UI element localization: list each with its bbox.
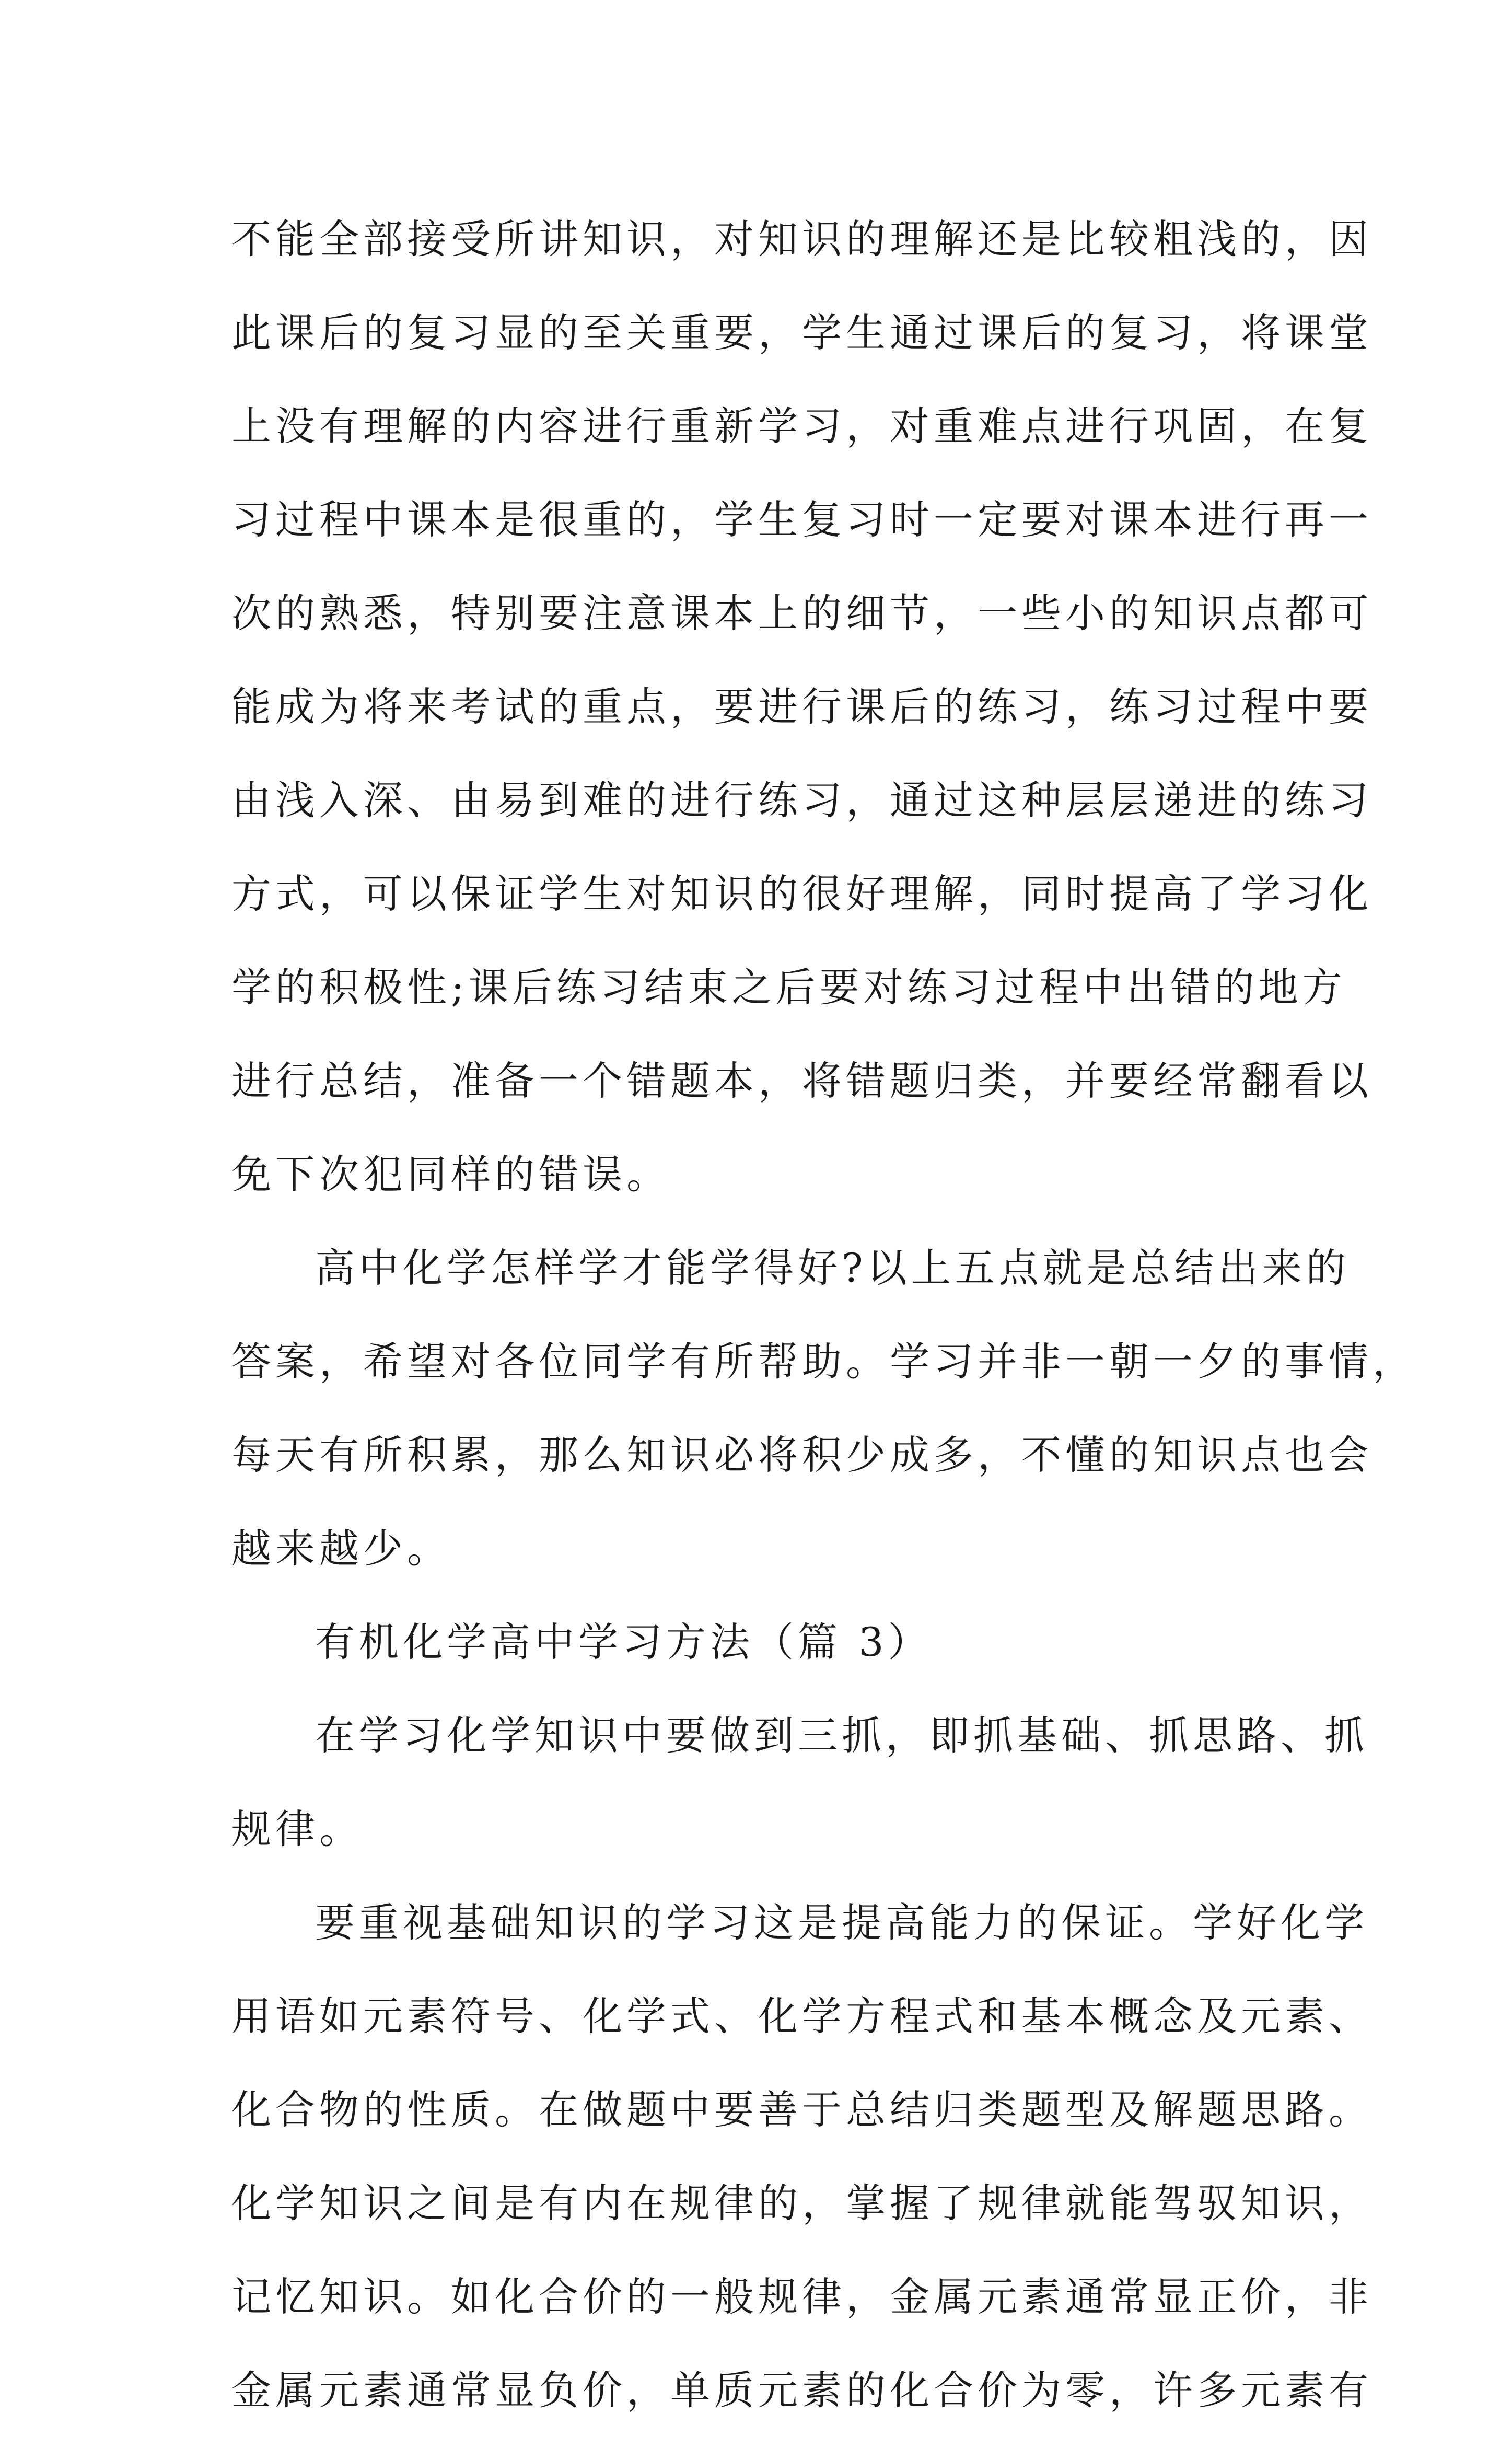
- text-line: 用语如元素符号、化学式、化学方程式和基本概念及元素、: [231, 1993, 1373, 2039]
- paragraph-4: [231, 1876, 1373, 2437]
- paragraph-1: [231, 192, 1373, 1221]
- text-line: 在学习化学知识中要做到三抓，即抓基础、抓思路、抓: [315, 1712, 1368, 1759]
- document-body: [231, 192, 1416, 2437]
- text-line: 记忆知识。如化合价的一般规律，金属元素通常显正价，非: [231, 2273, 1373, 2320]
- heading-line: 有机化学高中学习方法（篇 3）: [315, 1619, 932, 1665]
- text-line: 能成为将来考试的重点，要进行课后的练习，练习过程中要: [231, 683, 1373, 730]
- text-line: 化合物的性质。在做题中要善于总结归类题型及解题思路。: [231, 2086, 1373, 2133]
- text-line: 化学知识之间是有内在规律的，掌握了规律就能驾驭知识，: [231, 2180, 1373, 2226]
- text-line: 越来越少。: [231, 1525, 451, 1572]
- text-line: 要重视基础知识的学习这是提高能力的保证。学好化学: [315, 1899, 1368, 1946]
- text-line: 学的积极性;课后练习结束之后要对练习过程中出错的地方: [231, 964, 1346, 1011]
- text-line: 答案，希望对各位同学有所帮助。学习并非一朝一夕的事情，: [231, 1338, 1416, 1385]
- text-line: 此课后的复习显的至关重要，学生通过课后的复习，将课堂: [231, 309, 1373, 356]
- text-line: 习过程中课本是很重的，学生复习时一定要对课本进行再一: [231, 496, 1373, 543]
- text-line: 由浅入深、由易到难的进行练习，通过这种层层递进的练习: [231, 777, 1373, 823]
- paragraph-2: [231, 1221, 1416, 1595]
- text-line: 进行总结，准备一个错题本，将错题归类，并要经常翻看以: [231, 1058, 1373, 1104]
- text-line: 次的熟悉，特别要注意课本上的细节，一些小的知识点都可: [231, 590, 1373, 636]
- text-line: 规律。: [231, 1806, 363, 1852]
- text-line: 高中化学怎样学才能学得好?以上五点就是总结出来的: [315, 1245, 1350, 1291]
- text-line: 不能全部接受所讲知识，对知识的理解还是比较粗浅的，因: [231, 216, 1373, 262]
- text-line: 免下次犯同样的错误。: [231, 1151, 670, 1198]
- text-line: 每天有所积累，那么知识必将积少成多，不懂的知识点也会: [231, 1432, 1373, 1478]
- section-heading: [231, 1595, 1287, 1689]
- text-line: 金属元素通常显负价，单质元素的化合价为零，许多元素有: [231, 2367, 1373, 2413]
- text-line: 方式，可以保证学生对知识的很好理解，同时提高了学习化: [231, 871, 1373, 917]
- text-line: 上没有理解的内容进行重新学习，对重难点进行巩固，在复: [231, 403, 1373, 449]
- paragraph-3: [231, 1689, 1368, 1876]
